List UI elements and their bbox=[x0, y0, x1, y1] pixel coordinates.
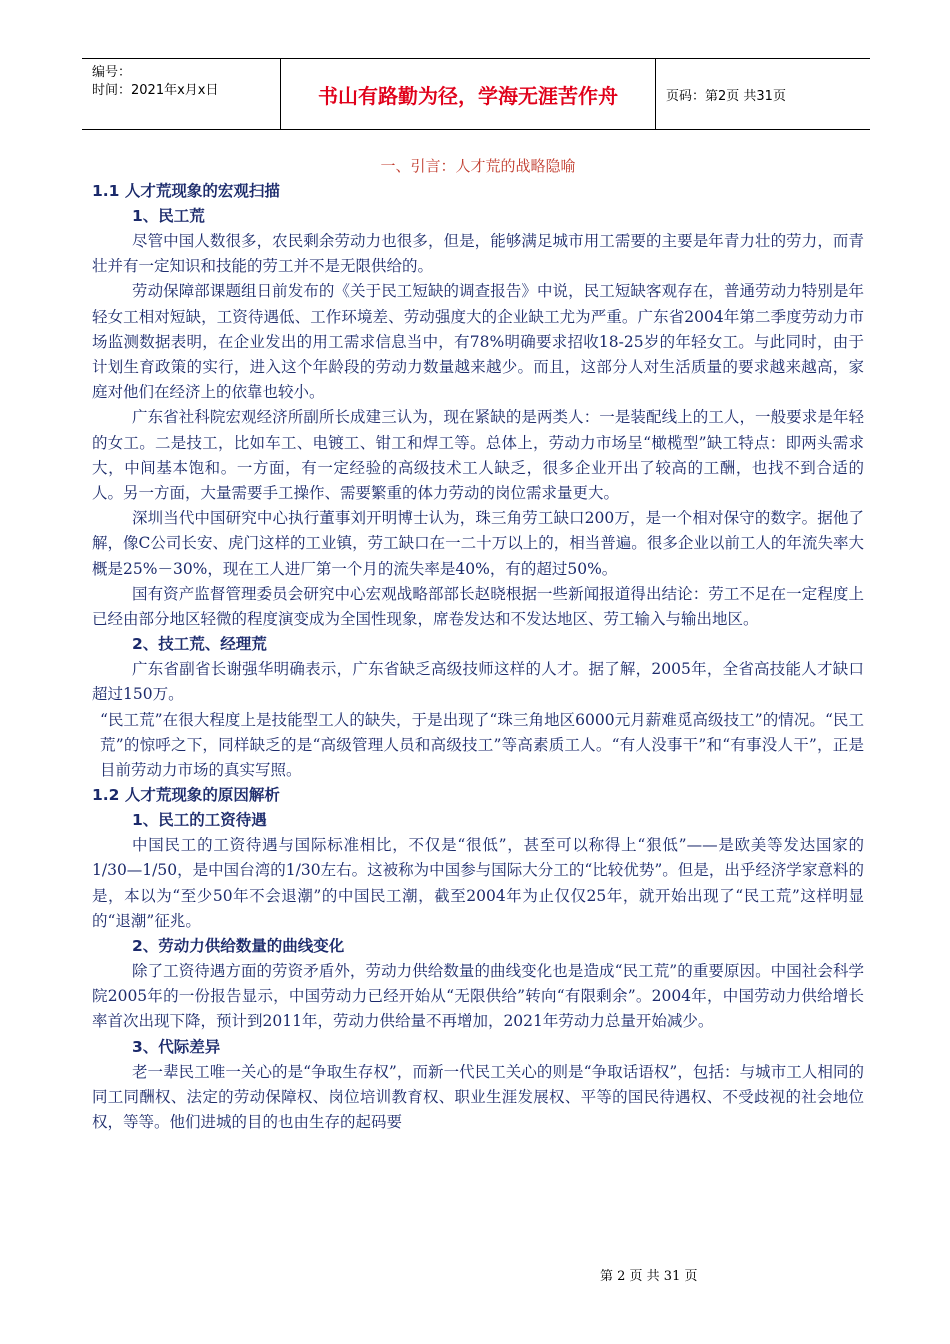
subheading-wages: 1、民工的工资待遇 bbox=[132, 811, 267, 830]
page-header bbox=[82, 58, 870, 130]
date-line: 时间：2021年x月x日 bbox=[92, 83, 219, 98]
document-body bbox=[92, 154, 864, 1135]
paragraph: 广东省社科院宏观经济所副所长成建三认为，现在紧缺的是两类人：一是装配线上的工人，一般要求是年轻的女工。二是技工，比如车工、电镀工、钳工和焊工等。总体上，劳动力市场呈“橄榄型”缺工特点：即两头需求大，中间基本饱和。一方面，有一定经验的高级技术工人缺乏，很多企业开出了较高的工酬，也找不到合适的人。另一方面，大量需要手工操作、需要繁重的体力劳动的岗位需求量更大。 bbox=[92, 408, 864, 503]
paragraph: “民工荒”在很大程度上是技能型工人的缺失，于是出现了“珠三角地区6000元月薪难觅高级技工”的情况。“民工荒”的惊呼之下，同样缺乏的是“高级管理人员和高级技工”等高素质工人。“有人没事干”和“有事没人干”，正是目前劳动力市场的真实写照。 bbox=[100, 710, 864, 780]
header-motto: 书山有路勤为径，学海无涯苦作舟 bbox=[280, 59, 656, 129]
heading-1-1: 1.1 人才荒现象的宏观扫描 bbox=[92, 182, 280, 200]
paragraph: 广东省副省长谢强华明确表示，广东省缺乏高级技师这样的人才。据了解，2005年，全省高技能人才缺口超过150万。 bbox=[92, 660, 864, 704]
paragraph: 深圳当代中国研究中心执行董事刘开明博士认为，珠三角劳工缺口200万，是一个相对保守的数字。据他了解，像C公司长安、虎门这样的工业镇，劳工缺口在一二十万以上的，相当普遍。很多企业以前工人的年流失率大概是25%－30%，现在工人进厂第一个月的流失率是40%，有的超过50%。 bbox=[92, 509, 864, 578]
subheading-labor-supply: 2、劳动力供给数量的曲线变化 bbox=[132, 937, 345, 956]
heading-1-2: 1.2 人才荒现象的原因解析 bbox=[92, 786, 280, 805]
subheading-migrant-labor-shortage: 1、民工荒 bbox=[132, 207, 205, 225]
subheading-skilled-worker-shortage: 2、技工荒、经理荒 bbox=[132, 635, 267, 654]
serial-label: 编号： bbox=[92, 65, 132, 80]
paragraph: 国有资产监督管理委员会研究中心宏观战略部部长赵晓根据一些新闻报道得出结论：劳工不足在一定程度上已经由部分地区轻微的程度演变成为全国性现象，席卷发达和不发达地区、劳工输入与输出地区。 bbox=[92, 584, 864, 629]
paragraph: 老一辈民工唯一关心的是“争取生存权”，而新一代民工关心的则是“争取话语权”，包括：与城市工人相同的同工同酬权、法定的劳动保障权、岗位培训教育权、职业生涯发展权、平等的国民待遇权、不受歧视的社会地位权，等等。他们进城的目的也由生存的起码要 bbox=[92, 1062, 864, 1132]
header-page-info: 页码：第2页 共31页 bbox=[666, 88, 786, 104]
section-title: 一、引言：人才荒的战略隐喻 bbox=[380, 157, 576, 175]
page-footer: 第 2 页 共 31 页 bbox=[600, 1269, 698, 1284]
paragraph: 尽管中国人数很多，农民剩余劳动力也很多，但是，能够满足城市用工需要的主要是年青力壮的劳力，而青壮并有一定知识和技能的劳工并不是无限供给的。 bbox=[92, 232, 864, 276]
header-left bbox=[92, 64, 218, 100]
paragraph: 劳动保障部课题组日前发布的《关于民工短缺的调查报告》中说，民工短缺客观存在，普通劳动力特别是年轻女工相对短缺，工资待遇低、工作环境差、劳动强度大的企业缺工尤为严重。广东省2004年第二季度劳动力市场监测数据表明，在企业发出的用工需求信息当中，有78%明确要求招收18-25岁的年轻女工。与此同时，由于计划生育政策的实行，进入这个年龄段的劳动力数量越来越少。而且，这部分人对生活质量的要求越来越高，家庭对他们在经济上的依靠也较小。 bbox=[92, 282, 864, 402]
subheading-generational-difference: 3、代际差异 bbox=[132, 1037, 221, 1056]
paragraph: 中国民工的工资待遇与国际标准相比，不仅是“很低”，甚至可以称得上“狠低”——是欧美等发达国家的1/30—1/50，是中国台湾的1/30左右。这被称为中国参与国际大分工的“比较优势”。但是，出乎经济学家意料的是，本以为“至少50年不会退潮”的中国民工潮，截至2004年为止仅仅25年，就开始出现了“民工荒”这样明显的“退潮”征兆。 bbox=[92, 836, 864, 930]
paragraph: 除了工资待遇方面的劳资矛盾外，劳动力供给数量的曲线变化也是造成“民工荒”的重要原因。中国社会科学院2005年的一份报告显示，中国劳动力已经开始从“无限供给”转向“有限剩余”。2004年，中国劳动力供给增长率首次出现下降，预计到2011年，劳动力供给量不再增加，2021年劳动力总量开始减少。 bbox=[92, 962, 864, 1031]
